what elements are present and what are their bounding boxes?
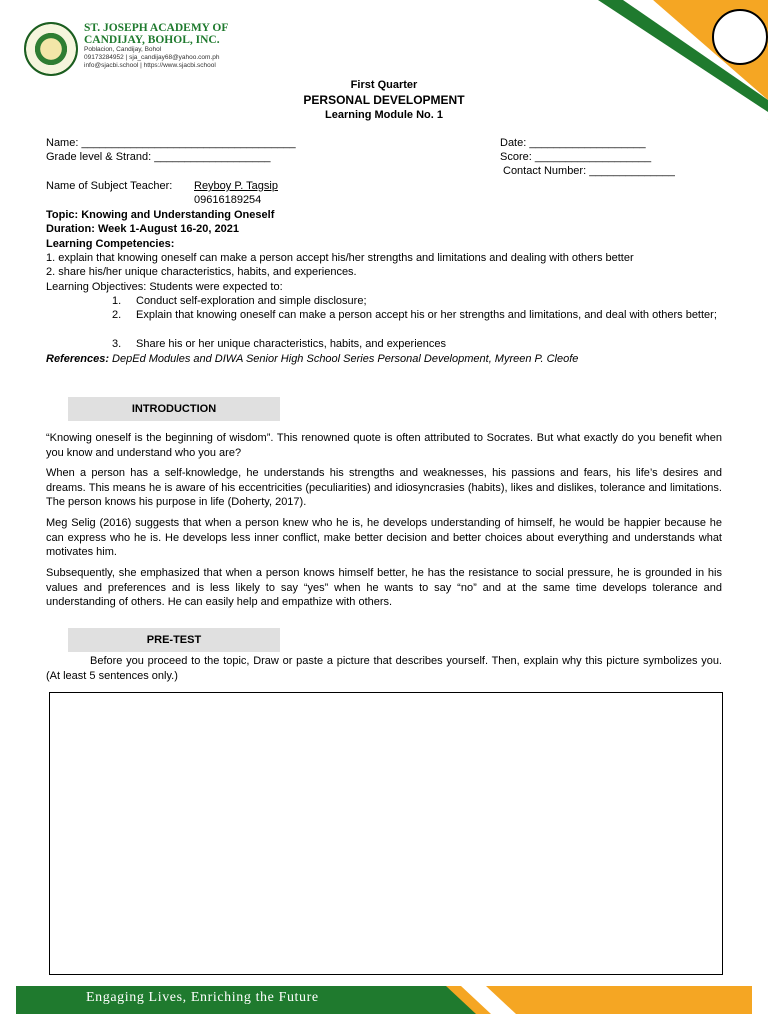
school-address: Poblacion, Candijay, Bohol 09173284952 | sja_candijay68@yahoo.com.ph info@sjacbi.school | https://www.sjacbi.school (84, 46, 220, 69)
score-field[interactable]: Score: ___________________ (500, 151, 652, 163)
answer-box[interactable] (49, 692, 723, 975)
objective-item: Share his or her unique characteristics, habits, and experiences (136, 338, 447, 350)
objective-number: 2. (112, 309, 122, 321)
school-name: ST. JOSEPH ACADEMY OF CANDIJAY, BOHOL, INC. (84, 22, 229, 46)
date-field[interactable]: Date: ___________________ (500, 137, 646, 149)
pretest-heading: PRE-TEST (68, 628, 280, 652)
objective-number: 1. (112, 295, 122, 307)
objective-number: 3. (112, 338, 122, 350)
teacher-phone: 09616189254 (194, 194, 262, 206)
intro-paragraph: When a person has a self-knowledge, he understands his strengths and weaknesses, his passions and fears, his life’s desires and dreams. This means he is aware of his eccentricities (peculiarities) and idiosyncrasies (habits), likes and dislikes, tolerance and limitations. The person knows his purpose in life (Doherty, 2017). (46, 467, 722, 508)
teacher-label: Name of Subject Teacher: (46, 180, 173, 192)
intro-paragraph: “Knowing oneself is the beginning of wisdom”. This renowned quote is often attributed to Socrates. But what exactly do you benefit when you know and understand who you are? (46, 432, 722, 459)
contact-number-field[interactable]: Contact Number: ______________ (503, 165, 675, 177)
topic: Topic: Knowing and Understanding Oneself (46, 209, 275, 221)
competencies-label: Learning Competencies: (46, 238, 175, 250)
introduction-heading: INTRODUCTION (68, 397, 280, 421)
objective-item: Conduct self-exploration and simple disclosure; (136, 295, 367, 307)
competency-item: 2. share his/her unique characteristics, habits, and experiences. (46, 266, 357, 278)
references: References: DepEd Modules and DIWA Senior High School Series Personal Development, Myreen P. Cleofe (46, 353, 579, 365)
footer-tagline: Engaging Lives, Enriching the Future (86, 990, 319, 1005)
module-title: First Quarter PERSONAL DEVELOPMENT Learning Module No. 1 (303, 79, 465, 121)
intro-paragraph: Meg Selig (2016) suggests that when a person knew who he is, he develops understanding of himself, he would be happier because he can express who he is. He develops less inner conflict, make better decision and better choices about everything and understands what motivates him. (46, 517, 722, 558)
school-seal-logo (24, 22, 78, 76)
competency-item: 1. explain that knowing oneself can make a person accept his/her strengths and limitations and dealing with others better (46, 252, 634, 264)
objective-item: Explain that knowing oneself can make a person accept his or her strengths and limitations, and deal with others better; (136, 309, 717, 321)
name-field[interactable]: Name: ___________________________________ (46, 137, 296, 149)
grade-strand-field[interactable]: Grade level & Strand: ___________________ (46, 151, 271, 163)
intro-paragraph: Subsequently, she emphasized that when a person knows himself better, he has the resistance to social pressure, he is grounded in his values and preferences and is less likely to say “yes” when he wants to say “no” and at the same time develops tolerance and understanding of others. He can easily help and empathize with others. (46, 567, 722, 608)
pretest-instruction: Before you proceed to the topic, Draw or paste a picture that describes yourself. Then, explain why this picture symbolizes you. (At least 5 sentences only.) (46, 655, 722, 682)
teacher-name: Reyboy P. Tagsip (194, 180, 278, 192)
duration: Duration: Week 1-August 16-20, 2021 (46, 223, 239, 235)
objectives-label: Learning Objectives: Students were expected to: (46, 281, 283, 293)
